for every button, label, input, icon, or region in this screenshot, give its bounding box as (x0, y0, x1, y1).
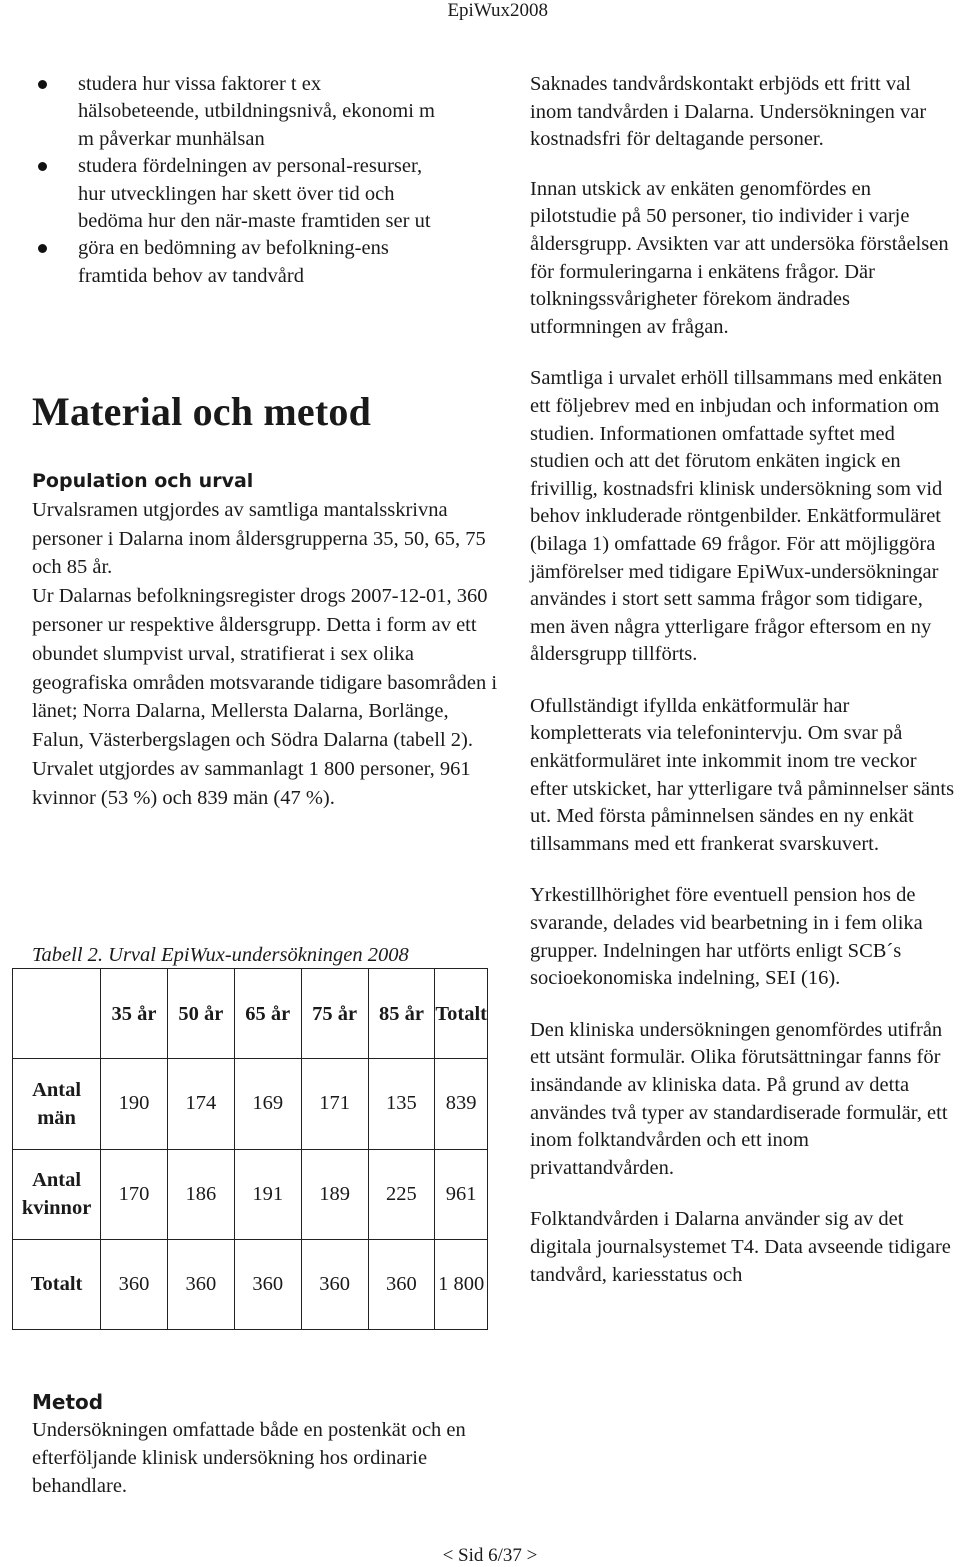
right-paragraph: Ofullständigt ifyllda enkätformulär har kompletterats via telefonintervju. Om svar på enkätformuläret inte inkommit inom tre veckor efter utskicket, har ytterligare två påminnelser sänts ut. Med första påminnelsen sändes en ny enkät tillsammans med ett frankerat svarskuvert. (530, 694, 955, 855)
table-cell: 191 (234, 1149, 301, 1239)
row-label: Antal män (13, 1059, 101, 1149)
table-cell: 1 800 (435, 1239, 488, 1329)
table-cell: 171 (301, 1059, 368, 1149)
left-column (32, 71, 462, 290)
table-cell: 190 (101, 1059, 168, 1149)
column-header: Totalt (435, 969, 488, 1059)
metod-paragraph: Undersökningen omfattade både en postenkät och en efterföljande klinisk undersökning hos ordinarie behandlare. (32, 1419, 466, 1497)
table-cell: 174 (167, 1059, 234, 1149)
objective-list (0, 71, 480, 290)
table-cell: 169 (234, 1059, 301, 1149)
right-paragraph: Yrkestillhörighet före eventuell pension hos de svarande, delades vid bearbetning in i fem olika grupper. Indelningen har utförts enligt SCB´s socioekonomiska indelning, SEI (16). (530, 884, 923, 990)
row-label: Antal kvinnor (13, 1149, 101, 1239)
right-paragraph: Folktandvården i Dalarna använder sig av det digitala journalsystemet T4. Data avseende tidigare tandvård, kariesstatus och (530, 1208, 951, 1286)
table-cell: 360 (234, 1239, 301, 1329)
population-heading: Population och urval (32, 470, 254, 492)
right-column (530, 71, 958, 1289)
section-title: Material och metod (32, 389, 372, 434)
column-header: 85 år (368, 969, 435, 1059)
table-cell: 360 (368, 1239, 435, 1329)
table-cell: 170 (101, 1149, 168, 1239)
table-corner-cell (13, 969, 101, 1059)
table-header-row (13, 969, 488, 1059)
table-row (13, 1059, 488, 1149)
metod-section (32, 1388, 472, 1500)
page-number: < Sid 6/37 > (442, 1545, 538, 1566)
right-paragraph: Saknades tandvårdskontakt erbjöds ett fritt val inom tandvården i Dalarna. Undersökningen var kostnadsfri för deltagande personer. (530, 73, 927, 151)
table-caption: Tabell 2. Urval EpiWux-undersökningen 2008 (32, 944, 409, 966)
table-cell: 360 (301, 1239, 368, 1329)
objective-item: studera fördelningen av personal-resurser, hur utvecklingen har skett över tid och bedöma hur den när-maste framtiden ser ut (0, 153, 480, 235)
metod-heading: Metod (32, 1390, 104, 1414)
objective-item: göra en bedömning av befolkning-ens framtida behov av tandvård (0, 235, 480, 290)
sample-table (12, 968, 488, 1330)
table-cell: 189 (301, 1149, 368, 1239)
table-row (13, 1149, 488, 1239)
column-header: 50 år (167, 969, 234, 1059)
table-cell: 360 (167, 1239, 234, 1329)
row-label: Totalt (13, 1239, 101, 1329)
right-paragraph: Den kliniska undersökningen genomfördes utifrån ett utsänt formulär. Olika förutsättningar fanns för insändande av kliniska data. På grund av detta användes två typer av standardiserade formulär, ett inom folktandvården och ett inom privattandvården. (530, 1018, 948, 1179)
population-paragraph-2: Ur Dalarnas befolkningsregister drogs 2007-12-01, 360 personer ur respektive åldersgrupp. Detta i form av ett obundet slumpvist urval, stratifierat i sex olika geografiska områden motsvarande tidigare basområden i länet; Norra Dalarna, Mellersta Dalarna, Borlänge, Falun, Västerbergslagen och Södra Dalarna (tabell 2). Urvalet utgjordes av sammanlagt 1 800 personer, 961 kvinnor (53 %) och 839 män (47 %). (32, 585, 498, 809)
table-row (13, 1239, 488, 1329)
right-paragraph: Samtliga i urvalet erhöll tillsammans med enkäten ett följebrev med en inbjudan och information om studien. Informationen omfattade syftet med studien och att det förutom enkäten ingick en frivillig, kostnadsfri klinisk undersökning som vid behov inkluderade röntgenbilder. Enkätformuläret (bilaga 1) omfattade 69 frågor. För att möjliggöra jämförelser med tidigare EpiWux-undersökningar användes i stort sett samma frågor som tidigare, men även några ytterligare frågor eftersom en ny åldersgrupp tillförts. (530, 367, 943, 666)
table-cell: 225 (368, 1149, 435, 1239)
objective-item: studera hur vissa faktorer t ex hälsobeteende, utbildningsnivå, ekonomi m m påverkar munhälsan (0, 71, 480, 153)
column-header: 65 år (234, 969, 301, 1059)
table-cell: 135 (368, 1059, 435, 1149)
right-paragraph: Innan utskick av enkäten genomfördes en pilotstudie på 50 personer, tio individer i varje åldersgrupp. Avsikten var att undersöka förståelsen för formuleringarna i enkätens frågor. Där tolkningssvårigheter förekom ändrades utformningen av frågan. (530, 177, 949, 338)
table-cell: 839 (435, 1059, 488, 1149)
table-cell: 961 (435, 1149, 488, 1239)
table-cell: 186 (167, 1149, 234, 1239)
running-header: EpiWux2008 (447, 0, 548, 21)
population-section (32, 467, 502, 813)
column-header: 35 år (101, 969, 168, 1059)
column-header: 75 år (301, 969, 368, 1059)
table-cell: 360 (101, 1239, 168, 1329)
population-paragraph-1: Urvalsramen utgjordes av samtliga mantalsskrivna personer i Dalarna inom åldersgrupperna 35, 50, 65, 75 och 85 år. (32, 498, 486, 579)
